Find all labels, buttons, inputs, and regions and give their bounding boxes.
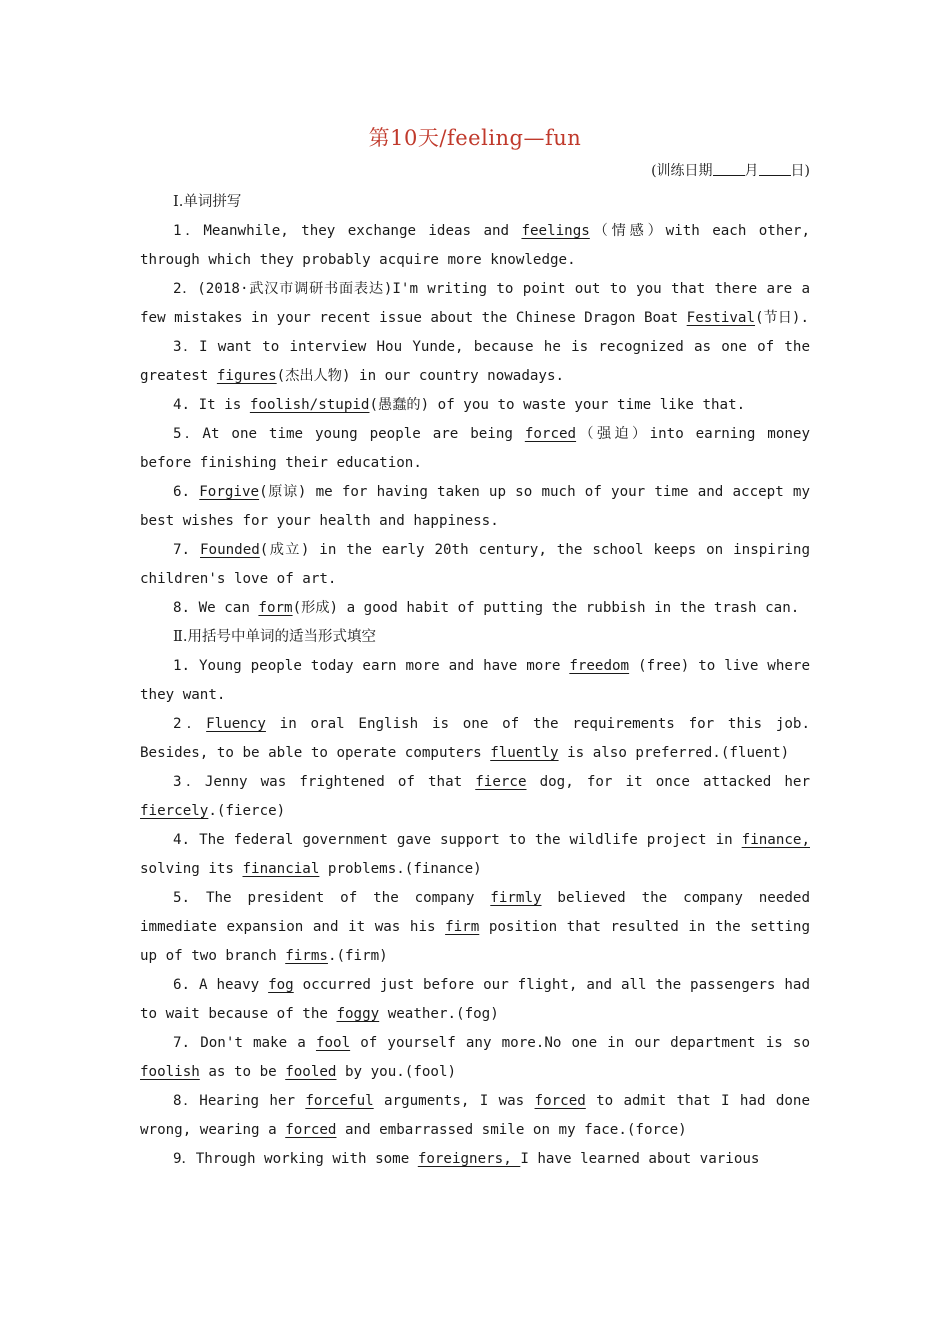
date-month: 月 xyxy=(744,163,759,179)
answer-blank: foreigners, xyxy=(417,1151,521,1167)
item-text: 7. xyxy=(173,542,200,558)
item-text: dog, for it once attacked her xyxy=(526,774,811,790)
item-text: 3．Jenny was frightened of that xyxy=(173,774,476,790)
date-day: 日) xyxy=(790,163,810,179)
item-text: of yourself any more.No one in our department is so xyxy=(350,1035,810,1051)
item-text: (杰出人物) in our country nowadays. xyxy=(276,368,565,384)
item-text: .(firm) xyxy=(327,948,388,964)
exercise-item xyxy=(140,826,810,884)
answer-blank: fooled xyxy=(285,1064,337,1080)
item-text: （情感）with each other, through which they probably acquire more knowledge. xyxy=(140,223,811,268)
exercise-content xyxy=(140,188,810,1174)
month-blank xyxy=(713,163,745,176)
item-text: 8. We can xyxy=(173,600,259,616)
item-text: 2． xyxy=(173,716,207,732)
item-text: 7. Don't make a xyxy=(173,1035,316,1051)
exercise-item xyxy=(140,478,810,536)
answer-blank: Fluency xyxy=(206,716,266,732)
answer-blank: firm xyxy=(445,919,480,935)
item-text: to admit that I had done wrong, wearing a xyxy=(140,1093,810,1138)
answer-blank: Founded xyxy=(200,542,260,558)
item-text: in oral English is one of the requirements for this job. Besides, to be able to operate computers xyxy=(140,716,811,761)
exercise-item xyxy=(140,536,810,594)
answer-blank: forced xyxy=(534,1093,586,1109)
item-text: position that resulted in the setting up of two branch xyxy=(140,919,810,964)
exercise-item xyxy=(140,333,810,391)
item-text: I have learned about various xyxy=(520,1151,760,1167)
exercise-item xyxy=(140,971,810,1029)
item-text: as to be xyxy=(199,1064,286,1080)
day-blank xyxy=(759,163,791,176)
exercise-item xyxy=(140,594,810,623)
section-heading-spelling: Ⅰ.单词拼写 xyxy=(173,194,242,210)
exercise-item xyxy=(140,420,810,478)
item-text: 4. It is xyxy=(173,397,250,413)
item-text: 8．Hearing her xyxy=(173,1093,306,1109)
answer-blank: firms xyxy=(285,948,328,964)
item-text: occurred just before our flight, and all the passengers had to wait because of the xyxy=(140,977,810,1022)
answer-blank: figures xyxy=(216,368,277,384)
answer-blank: foolish xyxy=(140,1064,200,1080)
answer-blank: fierce xyxy=(475,774,527,790)
answer-blank: freedom xyxy=(569,658,630,674)
exercise-item xyxy=(140,1087,810,1145)
item-text: 6. xyxy=(173,484,200,500)
item-text: (愚蠢的) of you to waste your time like that. xyxy=(369,397,746,413)
answer-blank: financial xyxy=(242,861,320,877)
exercise-item xyxy=(140,1029,810,1087)
answer-blank: fiercely xyxy=(140,803,209,819)
item-text: solving its xyxy=(140,861,243,877)
answer-blank: fog xyxy=(268,977,294,993)
exercise-item xyxy=(140,768,810,826)
item-text: 5. The president of the company xyxy=(173,890,491,906)
word-form-items xyxy=(140,652,810,1174)
answer-blank: firmly xyxy=(490,890,542,906)
item-text: 9．Through working with some xyxy=(173,1151,418,1167)
exercise-item xyxy=(140,1145,810,1174)
item-text: (节日). xyxy=(755,310,810,326)
answer-blank: forced xyxy=(524,426,577,442)
item-text: 6. A heavy xyxy=(173,977,269,993)
item-text: problems.(finance) xyxy=(319,861,482,877)
exercise-item xyxy=(140,884,810,971)
answer-blank: forceful xyxy=(305,1093,374,1109)
answer-blank: form xyxy=(258,600,293,616)
exercise-item xyxy=(140,275,810,333)
item-text: (成立) in the early 20th century, the school keeps on inspiring children's love of art. xyxy=(140,542,810,587)
exercise-item xyxy=(140,652,810,710)
exercise-item xyxy=(140,217,810,275)
item-text: 2．(2018·武汉市调研书面表达)I'm writing to point out to you that there are a few mistakes in your recent issue about the Chinese Dragon Boat xyxy=(140,281,810,326)
item-text: believed the company needed immediate expansion and it was his xyxy=(140,890,810,935)
item-text: 4. The federal government gave support to the wildlife project in xyxy=(173,832,742,848)
answer-blank: foggy xyxy=(336,1006,380,1022)
page-title: 第10天/feeling—fun xyxy=(368,126,582,150)
answer-blank: fool xyxy=(315,1035,351,1051)
exercise-item xyxy=(140,710,810,768)
item-text: 1．Meanwhile, they exchange ideas and xyxy=(173,223,522,239)
item-text: 3．I want to interview Hou Yunde, because he is recognized as one of the greatest xyxy=(140,339,810,384)
item-text: (形成) a good habit of putting the rubbish in the trash can. xyxy=(292,600,800,616)
item-text: (原谅) me for having taken up so much of your time and accept my best wishes for your health and happiness. xyxy=(140,484,811,529)
item-text: is also preferred.(fluent) xyxy=(558,745,790,761)
item-text: weather.(fog) xyxy=(379,1006,499,1022)
answer-blank: feelings xyxy=(521,223,590,239)
answer-blank: foolish/stupid xyxy=(249,397,370,413)
item-text: (free) to live where they want. xyxy=(140,658,810,703)
answer-blank: finance, xyxy=(741,832,810,848)
answer-blank: Forgive xyxy=(199,484,260,500)
item-text: 1. Young people today earn more and have more xyxy=(173,658,570,674)
spelling-items xyxy=(140,217,810,623)
training-date xyxy=(651,160,810,180)
item-text: 5．At one time young people are being xyxy=(173,426,525,442)
item-text: .(fierce) xyxy=(208,803,286,819)
exercise-item xyxy=(140,391,810,420)
item-text: by you.(fool) xyxy=(336,1064,457,1080)
item-text: arguments, I was xyxy=(373,1093,535,1109)
answer-blank: Festival xyxy=(686,310,756,326)
item-text: and embarrassed smile on my face.(force) xyxy=(336,1122,687,1138)
answer-blank: forced xyxy=(285,1122,337,1138)
answer-blank: fluently xyxy=(490,745,559,761)
item-text: （强迫）into earning money before finishing their education. xyxy=(140,426,811,471)
section-heading-word-forms: Ⅱ.用括号中单词的适当形式填空 xyxy=(173,629,376,645)
date-prefix: (训练日期 xyxy=(651,163,713,179)
